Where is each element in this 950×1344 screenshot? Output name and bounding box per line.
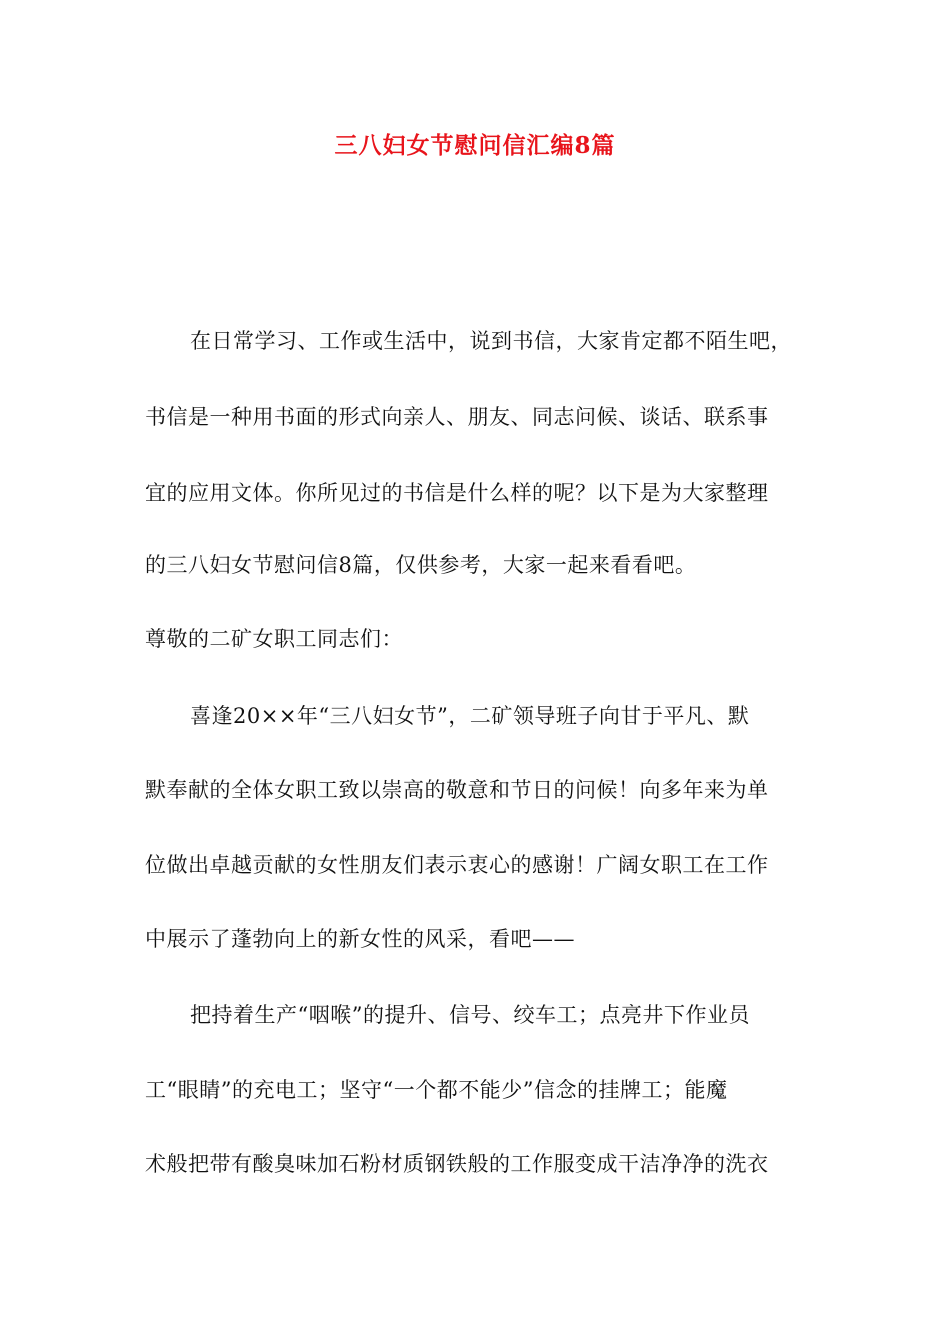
paragraph-line: 工“眼睛”的充电工；坚守“一个都不能少”信念的挂牌工；能魔 xyxy=(145,1078,728,1102)
paragraph-line: 的三八妇女节慰问信8篇，仅供参考，大家一起来看看吧。 xyxy=(145,553,697,577)
paragraph-line: 中展示了蓬勃向上的新女性的风采，看吧—— xyxy=(145,927,575,951)
paragraph-line: 默奉献的全体女职工致以崇高的敬意和节日的问候！向多年来为单 xyxy=(145,778,769,802)
document-title: 三八妇女节慰问信汇编8篇 xyxy=(334,132,616,159)
salutation-line: 尊敬的二矿女职工同志们： xyxy=(145,627,403,651)
paragraph-line: 术般把带有酸臭味加石粉材质钢铁般的工作服变成干洁净净的洗衣 xyxy=(145,1152,769,1176)
paragraph-line: 在日常学习、工作或生活中，说到书信，大家肯定都不陌生吧， xyxy=(190,329,792,353)
paragraph-line: 书信是一种用书面的形式向亲人、朋友、同志问候、谈话、联系事 xyxy=(145,405,769,429)
paragraph-line: 喜逢20××年“三八妇女节”，二矿领导班子向甘于平凡、默 xyxy=(190,704,750,728)
paragraph-line: 位做出卓越贡献的女性朋友们表示衷心的感谢！广阔女职工在工作 xyxy=(145,853,769,877)
paragraph-line: 宜的应用文体。你所见过的书信是什么样的呢？以下是为大家整理 xyxy=(145,481,769,505)
paragraph-line: 把持着生产“咽喉”的提升、信号、绞车工；点亮井下作业员 xyxy=(190,1003,750,1027)
